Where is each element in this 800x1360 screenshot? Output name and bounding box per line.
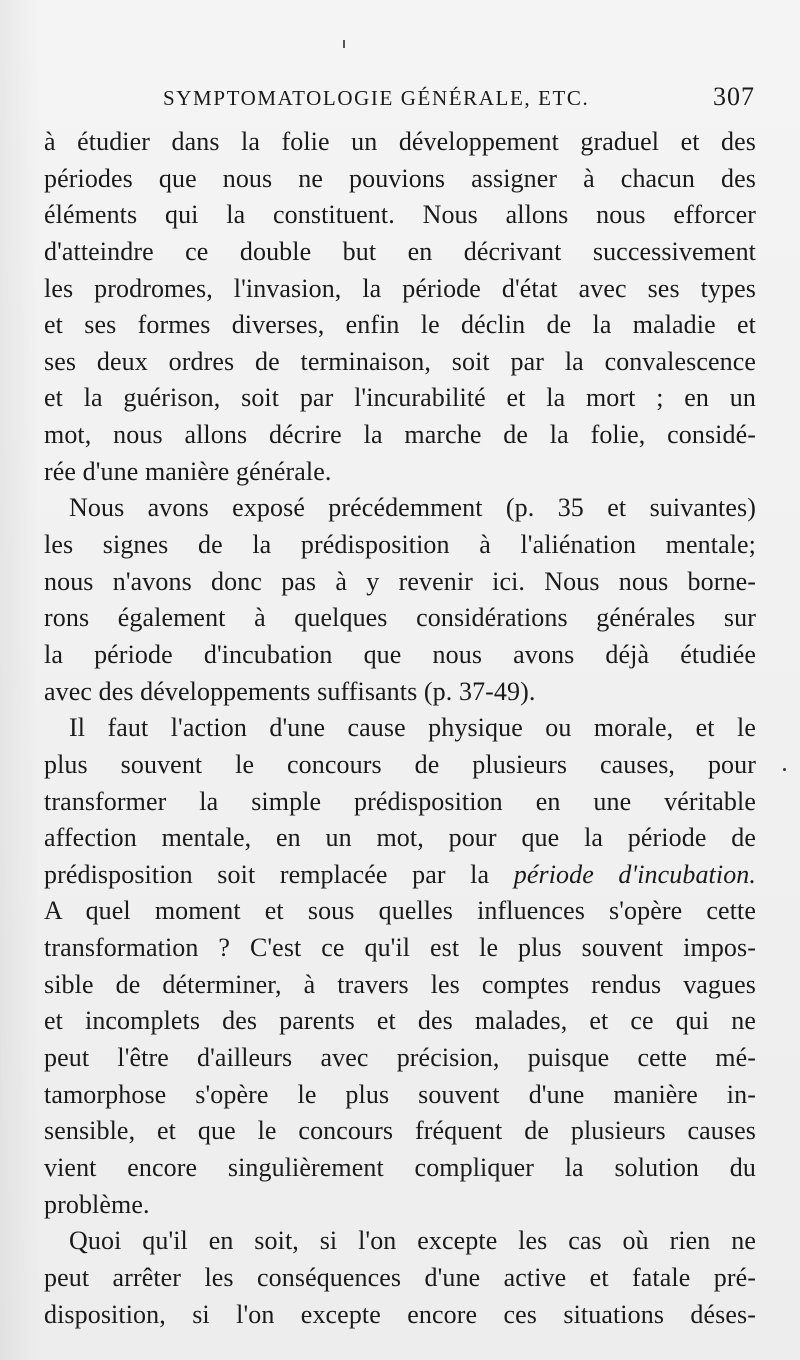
text-segment: prédisposition soit remplacée par la bbox=[44, 859, 490, 889]
text-line-with-italic bbox=[44, 857, 756, 894]
text-line: à étudier dans la folie un développement graduel et des bbox=[44, 127, 756, 156]
text-line: peut l'être d'ailleurs avec précision, puisque cette mé- bbox=[44, 1043, 756, 1073]
text-line: les signes de la prédisposition à l'aliénation mentale; bbox=[44, 530, 756, 560]
text-line: rée d'une manière générale. bbox=[44, 456, 332, 486]
text-line: A quel moment et sous quelles influences s'opère cette bbox=[44, 896, 756, 926]
text-line: peut arrêter les conséquences d'une active et fatale pré- bbox=[44, 1262, 756, 1292]
running-head: SYMPTOMATOLOGIE GÉNÉRALE, ETC. bbox=[163, 86, 590, 110]
paragraph-start-line: Il faut l'action d'une cause physique ou morale, et le bbox=[69, 713, 756, 743]
page-header bbox=[163, 82, 755, 114]
text-line: plus souvent le concours de plusieurs causes, pour bbox=[44, 749, 756, 779]
text-line: périodes que nous ne pouvions assigner à chacun des bbox=[44, 163, 756, 193]
text-line: sible de déterminer, à travers les comptes rendus vagues bbox=[44, 969, 756, 999]
page-number: 307 bbox=[713, 82, 755, 111]
text-line: transformer la simple prédisposition en une véritable bbox=[44, 786, 756, 816]
text-line: mot, nous allons décrire la marche de la folie, considé- bbox=[44, 420, 756, 450]
text-line: les prodromes, l'invasion, la période d'état avec ses types bbox=[44, 273, 756, 303]
paragraph-start-line: Quoi qu'il en soit, si l'on excepte les cas où rien ne bbox=[69, 1226, 756, 1256]
paragraph-start-line: Nous avons exposé précédemment (p. 35 et suivantes) bbox=[69, 493, 756, 523]
print-mark bbox=[343, 40, 345, 48]
text-line: transformation ? C'est ce qu'il est le plus souvent impos- bbox=[44, 933, 756, 963]
text-line: affection mentale, en un mot, pour que la période de bbox=[44, 823, 756, 853]
text-line: rons également à quelques considérations générales sur bbox=[44, 603, 756, 633]
text-line: avec des développements suffisants (p. 37-49). bbox=[44, 676, 536, 706]
text-line: et la guérison, soit par l'incurabilité et la mort ; en un bbox=[44, 383, 756, 413]
text-line: disposition, si l'on excepte encore ces situations déses- bbox=[44, 1299, 756, 1329]
text-line: problème. bbox=[44, 1189, 150, 1219]
text-line: sensible, et que le concours fréquent de plusieurs causes bbox=[44, 1116, 756, 1146]
text-line: ses deux ordres de terminaison, soit par la convalescence bbox=[44, 346, 756, 376]
text-line: vient encore singulièrement compliquer la solution du bbox=[44, 1152, 756, 1182]
text-line: tamorphose s'opère le plus souvent d'une manière in- bbox=[44, 1079, 756, 1109]
text-line: et incomplets des parents et des malades, et ce qui ne bbox=[44, 1006, 756, 1036]
text-line: la période d'incubation que nous avons déjà étudiée bbox=[44, 639, 756, 669]
text-line: d'atteindre ce double but en décrivant successivement bbox=[44, 236, 756, 266]
italic-phrase: période d'incubation. bbox=[513, 859, 756, 889]
print-speck bbox=[783, 768, 786, 771]
body-text bbox=[44, 124, 756, 1333]
text-line: éléments qui la constituent. Nous allons nous efforcer bbox=[44, 200, 756, 230]
text-line: nous n'avons donc pas à y revenir ici. Nous nous borne- bbox=[44, 566, 756, 596]
text-line: et ses formes diverses, enfin le déclin de la maladie et bbox=[44, 310, 756, 340]
